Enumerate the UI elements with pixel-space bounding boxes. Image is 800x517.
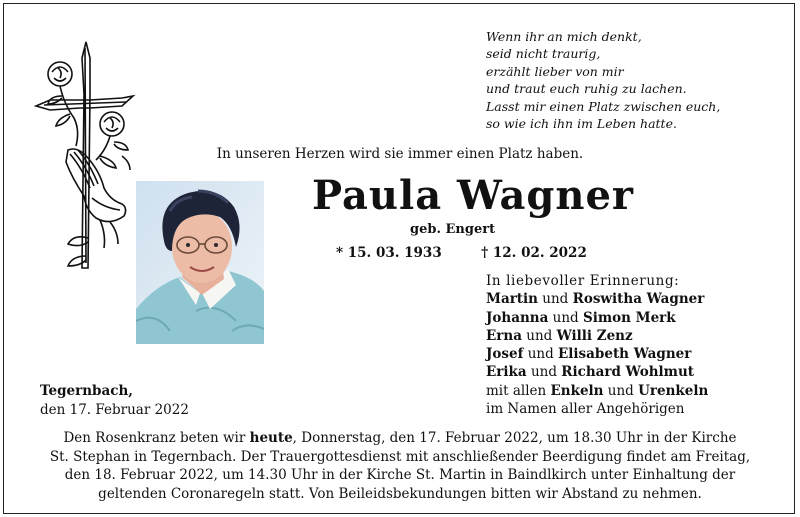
poem-line: erzählt lieber von mir (486, 63, 624, 79)
mourner-line: Johanna und Simon Merk (486, 309, 676, 326)
notice-line: den 18. Februar 2022, um 14.30 Uhr in der Kirche St. Martin in Baindlkirch unter Einhaltung der (64, 467, 736, 484)
mourners-intro: In liebevoller Erinnerung: (486, 273, 680, 289)
mourner-line: Erika und Richard Wohlmut (486, 364, 694, 381)
notice-line: Den Rosenkranz beten wir heute, Donnerstag, den 17. Februar 2022, um 18.30 Uhr in der Kirche (63, 430, 737, 446)
poem-line: seid nicht traurig, (486, 46, 601, 62)
poem-line: Lasst mir einen Platz zwischen euch, (486, 98, 721, 114)
mourner-line: Josef und Elisabeth Wagner (486, 346, 692, 363)
deceased-name: Paula Wagner (312, 172, 634, 219)
poem (486, 28, 720, 132)
memorial-sentence: In unseren Herzen wird sie immer einen Platz haben. (216, 146, 584, 162)
life-dates (336, 245, 587, 261)
funeral-notice (30, 429, 770, 503)
place-town: Tegernbach, (40, 383, 133, 399)
mourner-line-grandchildren: mit allen Enkeln und Urenkeln (486, 382, 709, 399)
birth-date: * 15. 03. 1933 (336, 245, 442, 261)
mourner-line: Erna und Willi Zenz (486, 327, 633, 344)
portrait-photo (136, 181, 264, 344)
maiden-name: geb. Engert (410, 222, 496, 237)
mourner-line: Martin und Roswitha Wagner (486, 291, 705, 308)
death-date: † 12. 02. 2022 (481, 245, 587, 261)
poem-line: so wie ich ihn im Leben hatte. (486, 116, 677, 132)
poem-line: und traut euch ruhig zu lachen. (486, 81, 687, 97)
notice-line: St. Stephan in Tegernbach. Der Trauergottesdienst mit anschließender Beerdigung findet am Freitag, (49, 448, 751, 465)
poem-line: Wenn ihr an mich denkt, (486, 29, 642, 44)
place-and-date (40, 382, 189, 419)
place-date: den 17. Februar 2022 (40, 401, 189, 418)
mourners-list (486, 272, 708, 418)
notice-line: geltenden Coronaregeln statt. Von Beileidsbekundungen bitten wir Abstand zu nehmen. (98, 485, 702, 502)
mourners-closing: im Namen aller Angehörigen (486, 401, 685, 418)
